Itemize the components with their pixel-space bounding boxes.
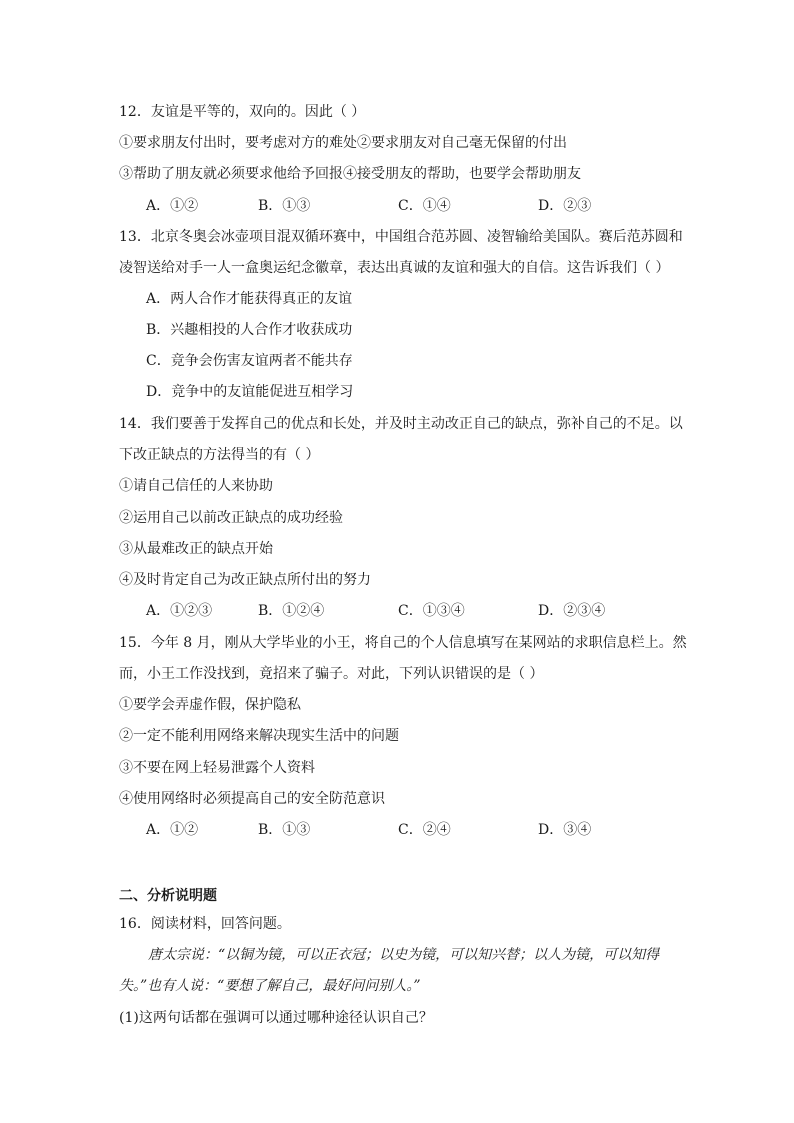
q16-quote-line-2: 失。”也有人说：“要想了解自己，最好问问别人。”	[119, 978, 421, 994]
q15-options	[146, 820, 706, 840]
q12-options	[146, 196, 706, 216]
q14-stem-line-1: 14．我们要善于发挥自己的优点和长处，并及时主动改正自己的缺点，弥补自己的不足。以	[119, 416, 683, 432]
q13-option-a[interactable]: A．两人合作才能获得真正的友谊	[146, 291, 353, 307]
q15-stem-line-2: 而，小王工作没找到，竟招来了骗子。对此，下列认识错误的是（ ）	[119, 666, 544, 682]
q15-option-c[interactable]: C．②④	[398, 822, 451, 838]
q15-item-3: ③不要在网上轻易泄露个人资料	[119, 760, 315, 776]
q15-stem-line-1: 15．今年 8 月，刚从大学毕业的小王，将自己的个人信息填写在某网站的求职信息栏上。然	[119, 635, 687, 651]
q12-option-d[interactable]: D．②③	[538, 198, 592, 214]
q12-option-b[interactable]: B．①③	[258, 198, 311, 214]
q16-stem: 16．阅读材料，回答问题。	[119, 916, 291, 932]
q14-item-4: ④及时肯定自己为改正缺点所付出的努力	[119, 572, 371, 588]
q15-option-d[interactable]: D．③④	[538, 822, 592, 838]
q12-option-c[interactable]: C．①④	[398, 198, 451, 214]
q13-option-c[interactable]: C．竞争会伤害友谊两者不能共存	[146, 353, 353, 369]
q14-item-2: ②运用自己以前改正缺点的成功经验	[119, 510, 343, 526]
q16-quote-line-1: 唐太宗说：“以铜为镜，可以正衣冠；以史为镜，可以知兴替；以人为镜，可以知得	[148, 947, 660, 963]
q13-option-b[interactable]: B．兴趣相投的人合作才收获成功	[146, 322, 353, 338]
q16-sub-question-1: (1)这两句话都在强调可以通过哪种途径认识自己？	[119, 1010, 433, 1026]
q14-item-3: ③从最难改正的缺点开始	[119, 541, 273, 557]
q12-item-line-1: ①要求朋友付出时，要考虑对方的难处②要求朋友对自己毫无保留的付出	[119, 135, 567, 151]
q15-option-a[interactable]: A．①②	[146, 822, 199, 838]
q14-option-c[interactable]: C．①③④	[398, 603, 465, 619]
section-heading: 二、分析说明题	[119, 888, 217, 904]
q13-option-d[interactable]: D．竞争中的友谊能促进互相学习	[146, 384, 354, 400]
q15-option-b[interactable]: B．①③	[258, 822, 311, 838]
q15-item-1: ①要学会弄虚作假，保护隐私	[119, 697, 301, 713]
q14-option-a[interactable]: A．①②③	[146, 603, 213, 619]
q12-option-a[interactable]: A．①②	[146, 198, 199, 214]
q14-item-1: ①请自己信任的人来协助	[119, 478, 273, 494]
q12-item-line-2: ③帮助了朋友就必须要求他给予回报④接受朋友的帮助，也要学会帮助朋友	[119, 166, 581, 182]
q13-stem-line-2: 凌智送给对手一人一盒奥运纪念徽章，表达出真诚的友谊和强大的自信。这告诉我们（ ）	[119, 260, 670, 276]
q13-stem-line-1: 13．北京冬奥会冰壶项目混双循环赛中，中国组合范苏圆、凌智输给美国队。赛后范苏圆和	[119, 229, 683, 245]
q12-stem: 12．友谊是平等的，双向的。因此（ ）	[119, 104, 366, 120]
q14-option-d[interactable]: D．②③④	[538, 603, 606, 619]
q15-item-2: ②一定不能利用网络来解决现实生活中的问题	[119, 728, 399, 744]
q15-item-4: ④使用网络时必须提高自己的安全防范意识	[119, 791, 385, 807]
q14-stem-line-2: 下改正缺点的方法得当的有（ ）	[119, 447, 320, 463]
q14-options	[146, 601, 706, 621]
q14-option-b[interactable]: B．①②④	[258, 603, 325, 619]
